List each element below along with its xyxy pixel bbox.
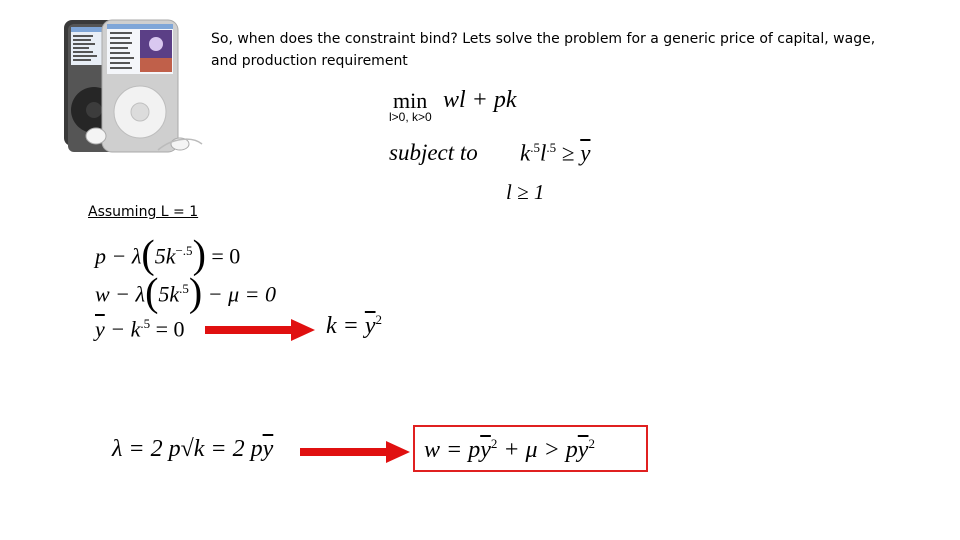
arrow-2 — [300, 439, 412, 465]
geq-symbol: ≥ — [561, 140, 575, 166]
wage-result: $w = p\overline{y}^2 + \mu > p\overline{y}^2$ — [424, 436, 595, 463]
question-line-1: So, when does the constraint bind? Lets solve the problem for a generic price of capital, wage, — [211, 31, 876, 47]
min-word: min — [393, 88, 428, 113]
lambda-equation: λ = 2 p√k = 2 $p\overline{y}$ — [112, 436, 274, 462]
min-subscript: l>0, k>0 — [389, 110, 432, 124]
objective-function: wl + pk — [443, 87, 517, 113]
question-text — [211, 28, 931, 72]
subject-to-label: subject to — [389, 140, 478, 165]
foc-equation-2: $w - \lambda(5k^{.5}) - \mu = 0$ — [95, 269, 276, 315]
arrow-1 — [205, 317, 317, 343]
question-line-2: and production requirement — [211, 53, 408, 69]
y-bar: $\overline{y}$ — [580, 140, 591, 166]
ipod-silver-icon — [102, 20, 178, 152]
assumption-label: Assuming L = 1 — [88, 204, 199, 220]
production-constraint: $k^{.5}l^{.5} \ge \overline{y}$ — [520, 140, 591, 166]
foc-equation-1: $p - \lambda(5k^{-.5}) = 0$ — [95, 231, 241, 277]
k-result: $k = \overline{y}^2$ — [326, 312, 383, 339]
foc-equation-3: $\overline{y} - k^{.5} = 0$ — [95, 316, 185, 342]
ipod-image — [62, 18, 207, 158]
labor-constraint: l ≥ 1 — [506, 180, 545, 204]
